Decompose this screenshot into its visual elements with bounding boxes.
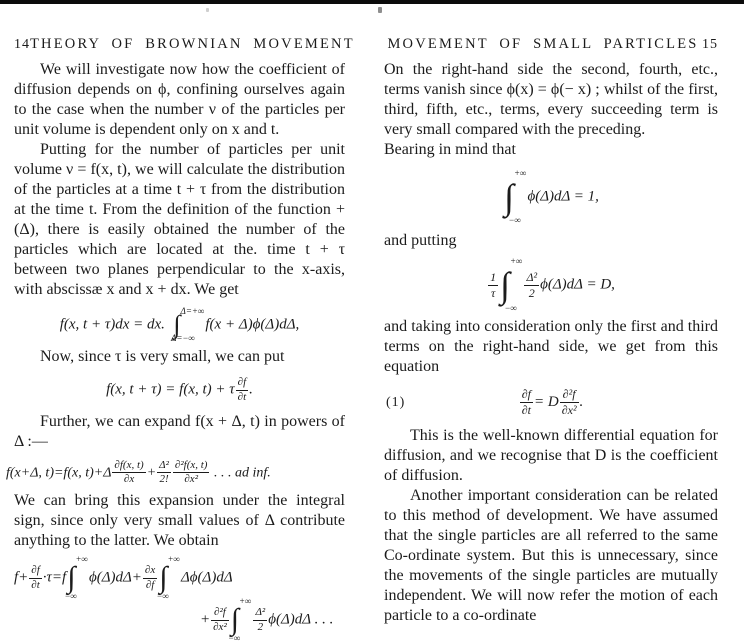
fraction-1-tau bbox=[488, 270, 498, 301]
integral-upper-limit: +∞ bbox=[509, 256, 523, 266]
fraction-numerator: Δ² bbox=[255, 605, 266, 618]
fraction-denominator: 2! bbox=[157, 472, 171, 487]
equation-taylor-x bbox=[6, 459, 345, 488]
page-number-left: 14 bbox=[14, 37, 30, 52]
integral-upper-limit: +∞ bbox=[513, 168, 527, 178]
integral-upper-limit: +∞ bbox=[238, 596, 252, 606]
integral-sign: ∫ bbox=[500, 264, 510, 305]
integral bbox=[227, 596, 252, 643]
integral bbox=[504, 169, 526, 225]
fraction-numerator: ∂f bbox=[521, 387, 531, 401]
fraction-delta2-2 bbox=[524, 270, 539, 301]
paragraph-well-known: This is the well-known differential equation for diffusion, and we recognise that D is the coefficient of diffusion. bbox=[384, 427, 718, 484]
page-title-left: THEORY OF BROWNIAN MOVEMENT bbox=[30, 36, 355, 52]
paragraph-bearing: Bearing in mind that bbox=[384, 141, 516, 158]
integral-sign: ∫ bbox=[173, 309, 181, 339]
fraction-denominator: ∂t bbox=[521, 403, 531, 417]
paragraph-putting: Putting for the number of particles per unit volume ν = f(x, t), we will calculate the distribution of the particles at a time t + τ from the distribution at the time t. From the definition of the function +(Δ), there is easily obtained the number of the particles which are located at the. time t + τ between two planes perpendicular to the x-axis, with abscissæ x and x + dx. We get bbox=[14, 141, 345, 298]
integral-limits bbox=[508, 168, 527, 225]
scan-speck bbox=[378, 7, 382, 13]
equation-text: + bbox=[146, 464, 157, 480]
equation-number: (1) bbox=[386, 394, 406, 410]
integral-lower-limit: −∞ bbox=[508, 215, 521, 225]
fraction-denominator: ∂f bbox=[143, 578, 157, 593]
fraction-numerator: ∂f bbox=[237, 376, 247, 388]
equation-expansion-line2 bbox=[200, 597, 345, 643]
integral-limits bbox=[171, 306, 205, 343]
paragraph-expansion: We can bring this expansion under the integral sign, since only very small values of Δ contribute anything to the latter. We obtain bbox=[14, 492, 345, 549]
fraction-denominator: ∂x bbox=[112, 472, 145, 487]
fraction-df-dt bbox=[236, 376, 249, 405]
fraction-denominator: 2 bbox=[524, 285, 539, 301]
paragraph-now-since: Now, since τ is very small, we can put bbox=[40, 348, 285, 365]
integral-sign: ∫ bbox=[159, 561, 168, 595]
fraction-denominator: ∂t bbox=[31, 578, 40, 591]
integral-lower-limit: −∞ bbox=[64, 591, 77, 601]
integral-lower-limit: −∞ bbox=[227, 633, 241, 643]
equation-normalisation bbox=[384, 169, 718, 225]
fraction-numerator: Δ² bbox=[159, 458, 169, 471]
equation-distribution bbox=[14, 307, 345, 343]
equation-text: . . . ad inf. bbox=[210, 464, 271, 480]
fraction-d2f-dx2 bbox=[560, 387, 579, 418]
fraction-numerator: ∂²f bbox=[214, 605, 226, 618]
fraction-delta2-2fact bbox=[157, 459, 171, 488]
equation-diffusion-coefficient bbox=[384, 257, 718, 313]
integral-lower-limit: −∞ bbox=[156, 591, 169, 601]
equation-text: f(x, t + τ)dx = dx. bbox=[59, 316, 173, 333]
fraction-df-dt bbox=[29, 564, 42, 593]
integral-limits bbox=[156, 554, 180, 601]
running-head-left bbox=[14, 34, 355, 55]
page-number-right: 15 bbox=[702, 37, 718, 52]
fraction-dfxt-dx bbox=[112, 459, 145, 488]
equation-text: Δϕ(Δ)dΔ bbox=[180, 569, 233, 586]
equation-text: ϕ(Δ)dΔ . . . bbox=[268, 611, 334, 628]
integral bbox=[64, 554, 88, 601]
fraction-denominator: 2 bbox=[253, 620, 267, 635]
integral-sign: ∫ bbox=[504, 176, 514, 217]
integral-limits bbox=[504, 256, 523, 313]
paragraph-and-putting: and putting bbox=[384, 232, 457, 249]
paragraph-right-hand-side: On the right-hand side the second, fourth, etc., terms vanish since ϕ(x) = ϕ(− x) ; whilst of the first, third, fifth, etc., terms, every succeeding term is very small compared with the preceding. bbox=[384, 61, 718, 138]
equation-text: . bbox=[579, 393, 584, 410]
equation-text: f(x+Δ, t)=f(x, t)+Δ bbox=[6, 464, 112, 480]
equation-taylor-t bbox=[14, 376, 345, 405]
scan-speck bbox=[206, 8, 209, 12]
page-title-right: MOVEMENT OF SMALL PARTICLES bbox=[387, 36, 699, 52]
integral bbox=[500, 257, 522, 313]
fraction-denominator: τ bbox=[488, 285, 498, 301]
integral-sign: ∫ bbox=[67, 561, 76, 595]
paragraph-taking-into: and taking into consideration only the first and third terms on the right-hand side, we get from this equation bbox=[384, 318, 718, 375]
equation-text: ϕ(Δ)dΔ = 1, bbox=[527, 188, 599, 205]
integral bbox=[156, 554, 180, 601]
page-right bbox=[372, 0, 744, 630]
fraction-numerator: ∂f bbox=[31, 563, 40, 576]
integral-limits bbox=[64, 554, 88, 601]
integral-lower-limit: −∞ bbox=[504, 303, 517, 313]
fraction-denominator: ∂x² bbox=[561, 403, 577, 417]
fraction-dx-df bbox=[143, 564, 157, 593]
equation-text: f(x, t + τ) = f(x, t) + τ bbox=[106, 381, 235, 398]
fraction-numerator: ∂²f bbox=[562, 387, 576, 401]
fraction-d2f-dx2 bbox=[173, 459, 210, 488]
fraction-numerator: ∂²f(x, t) bbox=[174, 458, 208, 471]
equation-text: = D bbox=[533, 393, 559, 410]
equation-text: ϕ(Δ)dΔ = D, bbox=[540, 276, 615, 293]
integral-upper-limit: +∞ bbox=[167, 554, 180, 564]
equation-expansion-line1 bbox=[14, 555, 345, 601]
integral-limits bbox=[227, 596, 252, 643]
paragraph-further: Further, we can expand f(x + Δ, t) in powers of Δ :— bbox=[14, 412, 345, 450]
integral-sign: ∫ bbox=[230, 603, 239, 637]
equation-text: f(x + Δ)ϕ(Δ)dΔ, bbox=[205, 316, 300, 333]
fraction-numerator: 1 bbox=[490, 269, 497, 284]
fraction-numerator: ∂f(x, t) bbox=[114, 458, 144, 471]
equation-text: f+ bbox=[14, 569, 29, 586]
fraction-df-dt bbox=[520, 387, 533, 418]
integral-upper-limit: Δ=+∞ bbox=[180, 306, 205, 316]
fraction-denominator: ∂x² bbox=[213, 620, 227, 633]
fraction-numerator: ∂x bbox=[144, 563, 156, 576]
integral-upper-limit: +∞ bbox=[75, 554, 88, 564]
equation-text: ·τ=f bbox=[42, 569, 67, 586]
equation-text: + bbox=[200, 611, 211, 628]
equation-diffusion-row bbox=[384, 387, 718, 418]
equation-text: . bbox=[249, 381, 253, 398]
fraction-denominator: ∂t bbox=[237, 390, 247, 403]
fraction-numerator: Δ² bbox=[526, 269, 538, 284]
running-head-right bbox=[384, 34, 718, 55]
fraction-denominator: ∂x² bbox=[173, 472, 210, 487]
paragraph-investigate: We will investigate now how the coefficient of diffusion depends on ϕ, confining ourselves again to the case when the number ν of the particles per unit volume is dependent only on x and t. bbox=[14, 61, 345, 138]
equation-text: ϕ(Δ)dΔ+ bbox=[88, 569, 142, 586]
integral-lower-limit: Δ=−∞ bbox=[171, 333, 195, 343]
scan-top-edge bbox=[0, 0, 744, 4]
integral bbox=[173, 307, 204, 343]
paragraph-another: Another important consideration can be related to this method of development. We have assumed that the single particles are all referred to the same Co-ordinate system. But this is unnecessary, since the movements of the single particles are mutually independent. We will now refer the motion of each particle to a co-ordinate bbox=[384, 487, 718, 624]
